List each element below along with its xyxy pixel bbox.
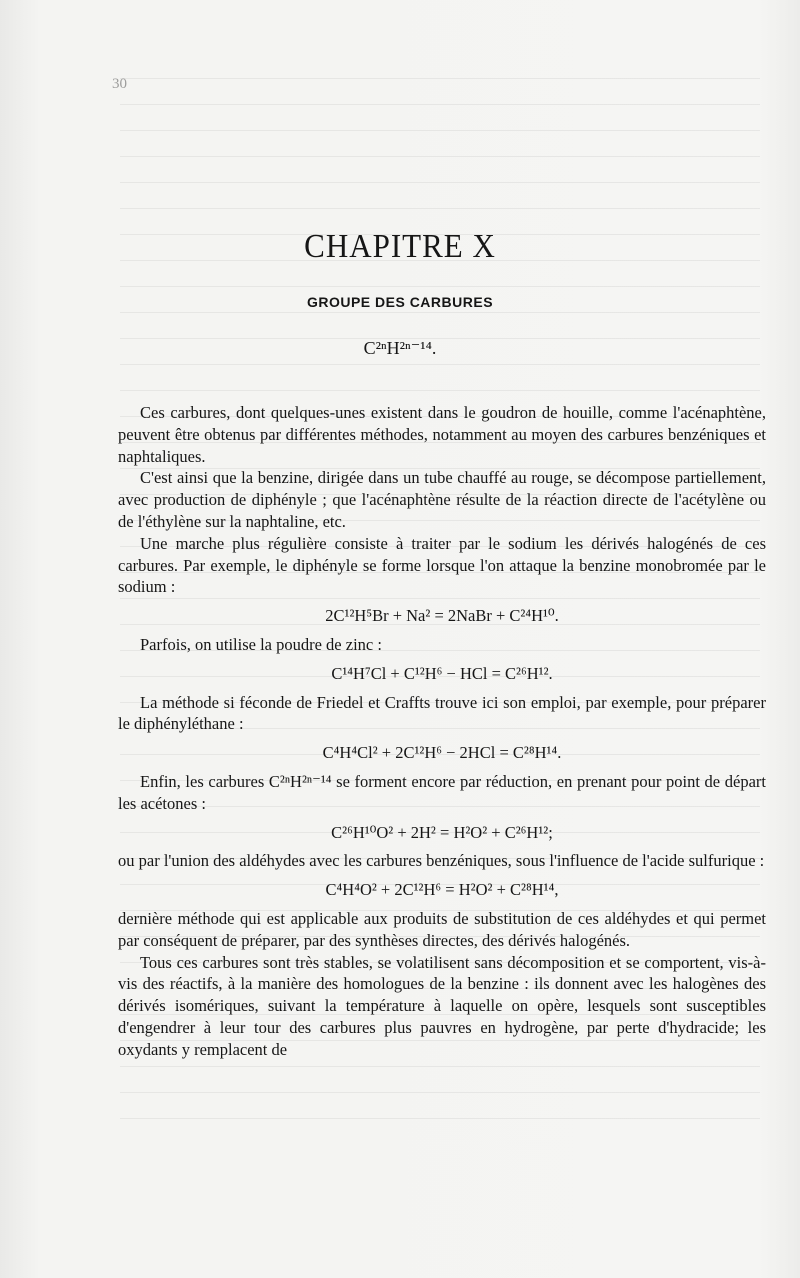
paragraph: dernière méthode qui est applicable aux produits de substitution de ces aldéhydes et qui permet par conséquent de préparer, par des synthèses directes, des dérivés halogénés. xyxy=(118,908,766,950)
paragraph: C'est ainsi que la benzine, dirigée dans un tube chauffé au rouge, se décompose partiellement, avec production de diphényle ; que l'acénaphtène résulte de la réaction directe de l'acétylène ou de l'éthylène sur la naphtaline, etc. xyxy=(118,468,766,531)
general-formula: C²ⁿH²ⁿ⁻¹⁴. xyxy=(363,338,437,358)
equation: C⁴H⁴Cl² + 2C¹²H⁶ − 2HCl = C²⁸H¹⁴. xyxy=(322,743,562,763)
paragraph: Enfin, les carbures C²ⁿH²ⁿ⁻¹⁴ se forment encore par réduction, en prenant pour point de départ les acétones : xyxy=(118,771,766,813)
paragraph: Une marche plus régulière consiste à traiter par le sodium les dérivés halogénés de ces carbures. Par exemple, le diphényle se forme lorsque l'on attaque la benzine monobromée par le sodium : xyxy=(118,533,766,597)
paragraph: La méthode si féconde de Friedel et Craffts trouve ici son emploi, par exemple, pour préparer le diphényléthane : xyxy=(118,692,766,734)
equation: 2C¹²H⁵Br + Na² = 2NaBr + C²⁴H¹⁰. xyxy=(325,606,559,626)
page-number: 30 xyxy=(112,76,127,92)
paragraph: Tous ces carbures sont très stables, se volatilisent sans décomposition et se comportent, vis-à-vis des réactifs, à la manière des homologues de la benzine : ils donnent avec les halogènes des dérivés isomériques, suivant la température à laquelle on opère, lesquels sont susceptibles d'engendrer à leur tour des carbures plus pauvres en hydrogène, par perte d'hydracide; les oxydants y remplacent de xyxy=(118,952,766,1059)
paragraph: Parfois, on utilise la poudre de zinc : xyxy=(140,634,382,654)
body-text xyxy=(118,402,766,1061)
chapter-title: CHAPITRE X xyxy=(304,226,496,265)
equation: C¹⁴H⁷Cl + C¹²H⁶ − HCl = C²⁶H¹². xyxy=(331,663,553,683)
paragraph: ou par l'union des aldéhydes avec les carbures benzéniques, sous l'influence de l'acide sulfurique : xyxy=(118,851,765,871)
paragraph: Ces carbures, dont quelques-unes existent dans le goudron de houille, comme l'acénaphtène, peuvent être obtenus par différentes méthodes, notamment au moyen des carbures benzéniques et naphtaliques. xyxy=(118,403,766,466)
equation: C²⁶H¹⁰O² + 2H² = H²O² + C²⁶H¹²; xyxy=(331,822,553,842)
equation: C⁴H⁴O² + 2C¹²H⁶ = H²O² + C²⁸H¹⁴, xyxy=(325,880,559,900)
section-title: GROUPE DES CARBURES xyxy=(306,294,494,310)
